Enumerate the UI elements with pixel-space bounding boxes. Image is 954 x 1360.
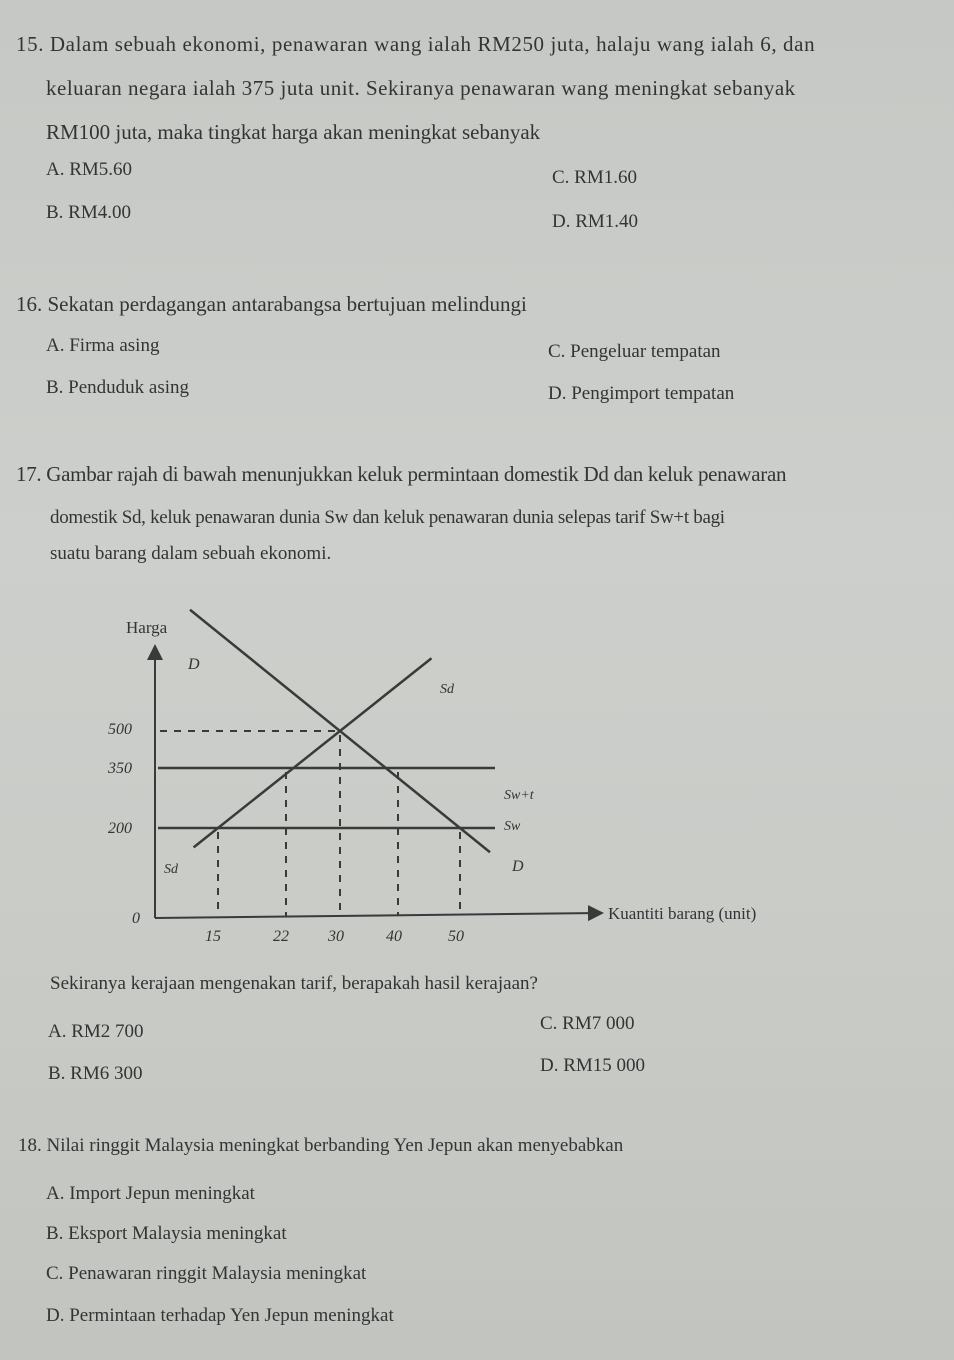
- label-sw-t: Sw+t: [504, 788, 534, 803]
- q15-option-b[interactable]: B. RM4.00: [46, 202, 131, 223]
- q16-option-a[interactable]: A. Firma asing: [46, 335, 160, 356]
- x-tick-40: 40: [386, 928, 402, 945]
- x-tick-15: 15: [205, 928, 221, 945]
- q18-option-b[interactable]: B. Eksport Malaysia meningkat: [46, 1223, 287, 1244]
- y-axis-label: Harga: [126, 618, 168, 637]
- q17-line-3: suatu barang dalam sebuah ekonomi.: [50, 543, 332, 564]
- q18-line-1: 18. Nilai ringgit Malaysia meningkat berbanding Yen Jepun akan menyebabkan: [18, 1135, 624, 1156]
- q16-option-d[interactable]: D. Pengimport tempatan: [548, 383, 735, 404]
- x-axis: [155, 913, 600, 918]
- x-tick-30: 30: [328, 928, 344, 945]
- q15-option-d[interactable]: D. RM1.40: [552, 211, 639, 232]
- x-axis-label: Kuantiti barang (unit): [608, 904, 757, 923]
- q18-option-c[interactable]: C. Penawaran ringgit Malaysia meningkat: [46, 1263, 367, 1284]
- label-sw: Sw: [504, 819, 521, 834]
- y-tick-200: 200: [108, 820, 132, 837]
- q17-option-b[interactable]: B. RM6 300: [48, 1063, 143, 1084]
- q18-option-d[interactable]: D. Permintaan terhadap Yen Jepun meningkat: [46, 1305, 394, 1326]
- q17-question: Sekiranya kerajaan mengenakan tarif, berapakah hasil kerajaan?: [50, 973, 538, 994]
- label-sd-bottom: Sd: [164, 862, 178, 877]
- y-tick-350: 350: [108, 760, 132, 777]
- y-tick-500: 500: [108, 721, 132, 738]
- q17-line-1: 17. Gambar rajah di bawah menunjukkan keluk permintaan domestik Dd dan keluk penawaran: [16, 462, 787, 486]
- q16-option-b[interactable]: B. Penduduk asing: [46, 377, 190, 398]
- q15-option-a[interactable]: A. RM5.60: [46, 159, 133, 180]
- q15-line-2: keluaran negara ialah 375 juta unit. Sekiranya penawaran wang meningkat sebanyak: [46, 76, 796, 100]
- x-tick-22: 22: [273, 928, 289, 945]
- q15-line-3: RM100 juta, maka tingkat harga akan meningkat sebanyak: [46, 120, 541, 144]
- supply-curve-sd: [194, 658, 432, 847]
- q17-option-c[interactable]: C. RM7 000: [540, 1013, 635, 1034]
- q15-option-c[interactable]: C. RM1.60: [552, 167, 637, 188]
- label-d-top: D: [188, 656, 200, 673]
- x-tick-50: 50: [448, 928, 464, 945]
- origin-label: 0: [132, 910, 140, 927]
- label-d-bottom: D: [512, 858, 524, 875]
- q15-line-1: 15. Dalam sebuah ekonomi, penawaran wang ialah RM250 juta, halaju wang ialah 6, dan: [16, 32, 816, 56]
- q16-line-1: 16. Sekatan perdagangan antarabangsa bertujuan melindungi: [16, 292, 527, 316]
- label-sd-top: Sd: [440, 682, 454, 697]
- q18-option-a[interactable]: A. Import Jepun meningkat: [46, 1183, 255, 1204]
- q17-line-2: domestik Sd, keluk penawaran dunia Sw dan keluk penawaran dunia selepas tarif Sw+t bagi: [50, 507, 725, 528]
- q17-option-a[interactable]: A. RM2 700: [48, 1021, 144, 1042]
- q17-option-d[interactable]: D. RM15 000: [540, 1055, 646, 1076]
- q16-option-c[interactable]: C. Pengeluar tempatan: [548, 341, 721, 362]
